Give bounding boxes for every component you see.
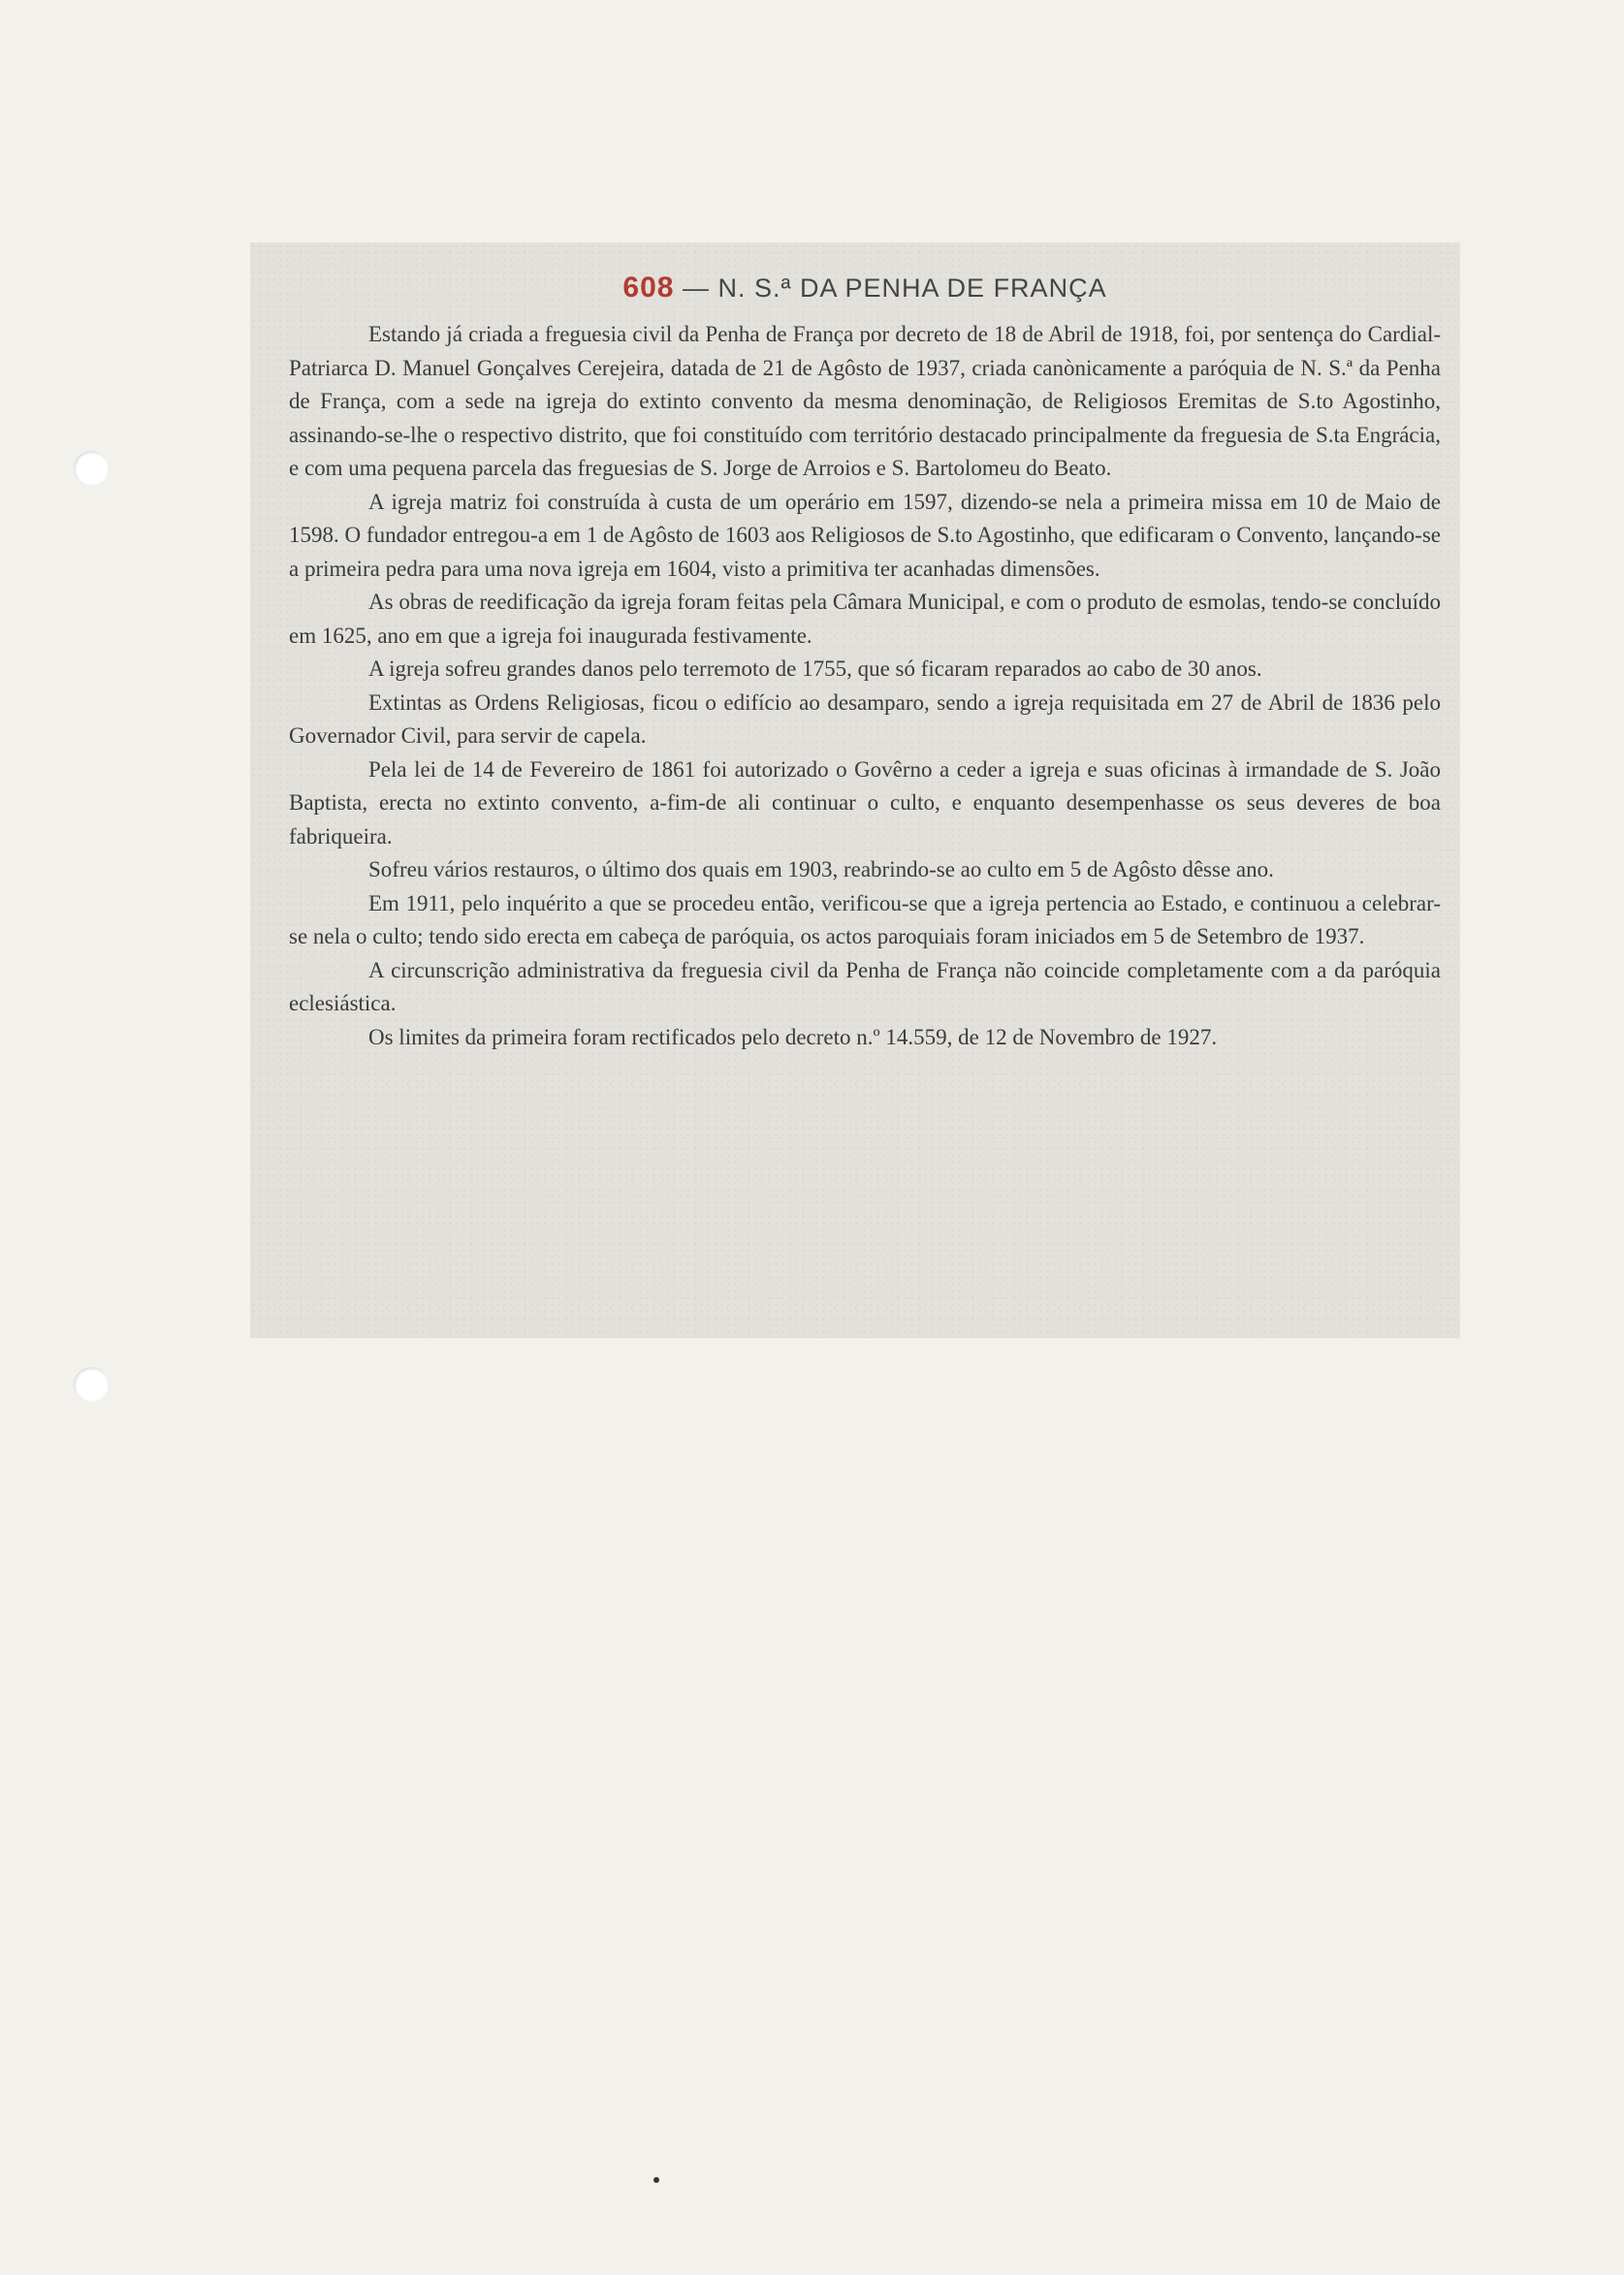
paragraph: Pela lei de 14 de Fevereiro de 1861 foi autorizado o Govêrno a ceder a igreja e suas oficinas à irmandade de S. João Baptista, erecta no extinto convento, a-fim-de ali continuar o culto, e enquanto desempenhasse os seus deveres de boa fabriqueira.	[289, 756, 1441, 849]
paragraph: Sofreu vários restauros, o último dos quais em 1903, reabrindo-se ao culto em 5 de Agôsto dêsse ano.	[368, 857, 1274, 881]
entry-number: 608	[622, 272, 675, 304]
entry-title: N. S.ª DA PENHA DE FRANÇA	[717, 273, 1107, 303]
paragraph: Os limites da primeira foram rectificados pelo decreto n.º 14.559, de 12 de Novembro de 1927.	[368, 1024, 1218, 1049]
heading-dash: —	[674, 273, 718, 303]
paragraph: Em 1911, pelo inquérito a que se procedeu então, verificou-se que a igreja pertencia ao Estado, e continuou a celebrar-se nela o culto; tendo sido erecta em cabeça de paróquia, os actos paroquiais foram iniciados em 5 de Setembro de 1937.	[289, 890, 1441, 948]
ink-dot	[653, 2177, 659, 2183]
paragraph: Estando já criada a freguesia civil da Penha de França por decreto de 18 de Abril de 1918, foi, por sentença do Cardial-Patriarca D. Manuel Gonçalves Cerejeira, datada de 21 de Agôsto de 1937, criada canònicamente a paróquia de N. S.ª da Penha de França, com a sede na igreja do extinto convento da mesma denominação, de Religiosos Eremitas de S.to Agostinho, assinando-se-lhe o respectivo distrito, que foi constituído com território destacado principalmente da freguesia de S.ta Engrácia, e com uma pequena parcela das freguesias de S. Jorge de Arroios e S. Bartolomeu do Beato.	[289, 322, 1441, 480]
paragraph: A circunscrição administrativa da freguesia civil da Penha de França não coincide completamente com a da paróquia eclesiástica.	[289, 957, 1441, 1015]
punch-hole	[74, 1367, 109, 1402]
punch-hole	[74, 451, 109, 486]
paragraph: Extintas as Ordens Religiosas, ficou o edifício ao desamparo, sendo a igreja requisitada em 27 de Abril de 1836 pelo Governador Civil, para servir de capela.	[289, 689, 1441, 748]
paragraph: As obras de reedificação da igreja foram feitas pela Câmara Municipal, e com o produto de esmolas, tendo-se concluído em 1625, ano em que a igreja foi inaugurada festivamente.	[289, 590, 1441, 648]
paragraph: A igreja matriz foi construída à custa de um operário em 1597, dizendo-se nela a primeira missa em 10 de Maio de 1598. O fundador entregou-a em 1 de Agôsto de 1603 aos Religiosos de S.to Agostinho, que edificaram o Convento, lançando-se a primeira pedra para uma nova igreja em 1604, visto a primitiva ter acanhadas dimensões.	[289, 489, 1441, 581]
clipping-heading	[289, 272, 1441, 304]
newspaper-clipping	[250, 242, 1460, 1338]
paragraph: A igreja sofreu grandes danos pelo terremoto de 1755, que só ficaram reparados ao cabo de 30 anos.	[368, 657, 1262, 681]
